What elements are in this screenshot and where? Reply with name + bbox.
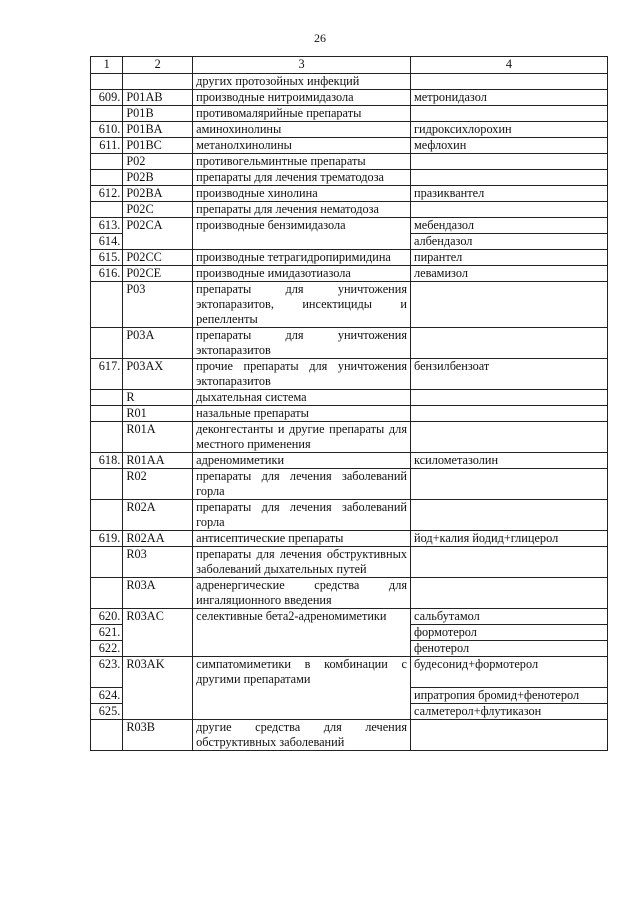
- drug-name: [410, 328, 607, 359]
- drug-name: празиквантел: [410, 186, 607, 202]
- atc-code: R03AC: [123, 609, 193, 625]
- atc-code: R01AA: [123, 453, 193, 469]
- group-name: препараты для лечения обструктивных заболеваний дыхательных путей: [193, 547, 411, 578]
- group-name: адренергические средства для ингаляционного введения: [193, 578, 411, 609]
- drug-name: мефлохин: [410, 138, 607, 154]
- atc-code: R03: [123, 547, 193, 578]
- group-name: препараты для лечения заболеваний горла: [193, 469, 411, 500]
- row-number: [91, 328, 123, 359]
- atc-code: P02: [123, 154, 193, 170]
- drug-name: [410, 106, 607, 122]
- group-name: [193, 234, 411, 250]
- atc-code: [123, 234, 193, 250]
- group-name: [193, 687, 411, 703]
- row-number: 617.: [91, 359, 123, 390]
- column-header: 2: [123, 57, 193, 74]
- atc-code: [123, 625, 193, 641]
- group-name: противомалярийные препараты: [193, 106, 411, 122]
- drug-name: фенотерол: [410, 641, 607, 657]
- column-header: 1: [91, 57, 123, 74]
- table-row: [91, 282, 608, 328]
- drug-name: [410, 202, 607, 218]
- row-number: 624.: [91, 687, 123, 703]
- drug-name: [410, 406, 607, 422]
- table-row: [91, 469, 608, 500]
- table-row: [91, 719, 608, 750]
- table-row: [91, 500, 608, 531]
- group-name: производные бензимидазола: [193, 218, 411, 234]
- table-row: [91, 390, 608, 406]
- table-row: [91, 122, 608, 138]
- table-row: [91, 453, 608, 469]
- drug-name: [410, 500, 607, 531]
- row-number: [91, 500, 123, 531]
- row-number: 620.: [91, 609, 123, 625]
- drug-name: албендазол: [410, 234, 607, 250]
- atc-code: P03AX: [123, 359, 193, 390]
- group-name: противогельминтные препараты: [193, 154, 411, 170]
- table-row: [91, 328, 608, 359]
- table-row: [91, 578, 608, 609]
- table-row: [91, 90, 608, 106]
- atc-code: P01BA: [123, 122, 193, 138]
- table-row: [91, 106, 608, 122]
- row-number: [91, 719, 123, 750]
- row-number: [91, 170, 123, 186]
- table-row: [91, 687, 608, 703]
- table-row: [91, 138, 608, 154]
- group-name: препараты для лечения нематодоза: [193, 202, 411, 218]
- atc-code: R03A: [123, 578, 193, 609]
- atc-code: P02B: [123, 170, 193, 186]
- drug-name: [410, 547, 607, 578]
- drug-name: [410, 719, 607, 750]
- group-name: прочие препараты для уничтожения эктопаразитов: [193, 359, 411, 390]
- drug-name: [410, 282, 607, 328]
- group-name: другие средства для лечения обструктивных заболеваний: [193, 719, 411, 750]
- row-number: 610.: [91, 122, 123, 138]
- table-row: [91, 202, 608, 218]
- atc-code: P01B: [123, 106, 193, 122]
- atc-code: R02AA: [123, 531, 193, 547]
- table-row: [91, 609, 608, 625]
- table-row: [91, 74, 608, 90]
- drug-name: [410, 154, 607, 170]
- row-number: [91, 578, 123, 609]
- group-name: аминохинолины: [193, 122, 411, 138]
- group-name: [193, 703, 411, 719]
- table-row: [91, 250, 608, 266]
- table-row: [91, 641, 608, 657]
- group-name: дыхательная система: [193, 390, 411, 406]
- atc-code: P02CA: [123, 218, 193, 234]
- atc-code: P02CE: [123, 266, 193, 282]
- atc-code: R02: [123, 469, 193, 500]
- atc-code: P01AB: [123, 90, 193, 106]
- atc-code: P02CC: [123, 250, 193, 266]
- table-row: [91, 422, 608, 453]
- row-number: 618.: [91, 453, 123, 469]
- table-header-row: [91, 57, 608, 74]
- row-number: 615.: [91, 250, 123, 266]
- group-name: [193, 625, 411, 641]
- atc-code: R: [123, 390, 193, 406]
- row-number: [91, 282, 123, 328]
- atc-code: R01A: [123, 422, 193, 453]
- row-number: 611.: [91, 138, 123, 154]
- row-number: [91, 154, 123, 170]
- atc-code: R01: [123, 406, 193, 422]
- table-row: [91, 703, 608, 719]
- drug-name: [410, 74, 607, 90]
- atc-code: R02A: [123, 500, 193, 531]
- atc-code: P02BA: [123, 186, 193, 202]
- table-row: [91, 186, 608, 202]
- atc-code: P01BC: [123, 138, 193, 154]
- row-number: 609.: [91, 90, 123, 106]
- group-name: метанолхинолины: [193, 138, 411, 154]
- group-name: препараты для лечения заболеваний горла: [193, 500, 411, 531]
- table-row: [91, 547, 608, 578]
- row-number: 619.: [91, 531, 123, 547]
- drug-name: салметерол+флутиказон: [410, 703, 607, 719]
- drug-name: ксилометазолин: [410, 453, 607, 469]
- drug-name: [410, 422, 607, 453]
- drug-name: [410, 390, 607, 406]
- group-name: производные тетрагидропиримидина: [193, 250, 411, 266]
- drug-name: формотерол: [410, 625, 607, 641]
- table-row: [91, 657, 608, 688]
- drug-name: сальбутамол: [410, 609, 607, 625]
- atc-code: [123, 687, 193, 703]
- atc-code: R03B: [123, 719, 193, 750]
- drug-name: бензилбензоат: [410, 359, 607, 390]
- drug-name: ипратропия бромид+фенотерол: [410, 687, 607, 703]
- table-row: [91, 170, 608, 186]
- group-name: препараты для лечения трематодоза: [193, 170, 411, 186]
- group-name: других протозойных инфекций: [193, 74, 411, 90]
- atc-code: P03A: [123, 328, 193, 359]
- table-row: [91, 531, 608, 547]
- row-number: [91, 202, 123, 218]
- atc-code: [123, 641, 193, 657]
- table-row: [91, 218, 608, 234]
- group-name: адреномиметики: [193, 453, 411, 469]
- row-number: [91, 106, 123, 122]
- row-number: 621.: [91, 625, 123, 641]
- column-header: 4: [410, 57, 607, 74]
- group-name: антисептические препараты: [193, 531, 411, 547]
- row-number: [91, 422, 123, 453]
- group-name: симпатомиметики в комбинации с другими препаратами: [193, 657, 411, 688]
- atc-code: P02C: [123, 202, 193, 218]
- drug-name: будесонид+формотерол: [410, 657, 607, 688]
- page-number: 26: [314, 31, 326, 45]
- table-row: [91, 406, 608, 422]
- table-row: [91, 154, 608, 170]
- row-number: 622.: [91, 641, 123, 657]
- drug-name: гидроксихлорохин: [410, 122, 607, 138]
- row-number: 625.: [91, 703, 123, 719]
- table-row: [91, 234, 608, 250]
- group-name: селективные бета2-адреномиметики: [193, 609, 411, 625]
- row-number: [91, 469, 123, 500]
- row-number: [91, 406, 123, 422]
- atc-code: R03AK: [123, 657, 193, 688]
- row-number: 616.: [91, 266, 123, 282]
- group-name: препараты для уничтожения эктопаразитов: [193, 328, 411, 359]
- drug-name: йод+калия йодид+глицерол: [410, 531, 607, 547]
- atc-code: [123, 703, 193, 719]
- drug-table: [90, 56, 608, 751]
- drug-name: [410, 469, 607, 500]
- group-name: деконгестанты и другие препараты для местного применения: [193, 422, 411, 453]
- row-number: [91, 74, 123, 90]
- drug-name: метронидазол: [410, 90, 607, 106]
- column-header: 3: [193, 57, 411, 74]
- group-name: производные хинолина: [193, 186, 411, 202]
- drug-name: левамизол: [410, 266, 607, 282]
- row-number: 623.: [91, 657, 123, 688]
- table-row: [91, 266, 608, 282]
- table-row: [91, 625, 608, 641]
- drug-name: пирантел: [410, 250, 607, 266]
- atc-code: [123, 74, 193, 90]
- group-name: производные нитроимидазола: [193, 90, 411, 106]
- group-name: производные имидазотиазола: [193, 266, 411, 282]
- drug-name: [410, 578, 607, 609]
- group-name: препараты для уничтожения эктопаразитов, инсектициды и репелленты: [193, 282, 411, 328]
- row-number: 613.: [91, 218, 123, 234]
- group-name: назальные препараты: [193, 406, 411, 422]
- drug-name: мебендазол: [410, 218, 607, 234]
- row-number: 614.: [91, 234, 123, 250]
- row-number: [91, 390, 123, 406]
- atc-code: P03: [123, 282, 193, 328]
- row-number: 612.: [91, 186, 123, 202]
- drug-name: [410, 170, 607, 186]
- group-name: [193, 641, 411, 657]
- table-row: [91, 359, 608, 390]
- row-number: [91, 547, 123, 578]
